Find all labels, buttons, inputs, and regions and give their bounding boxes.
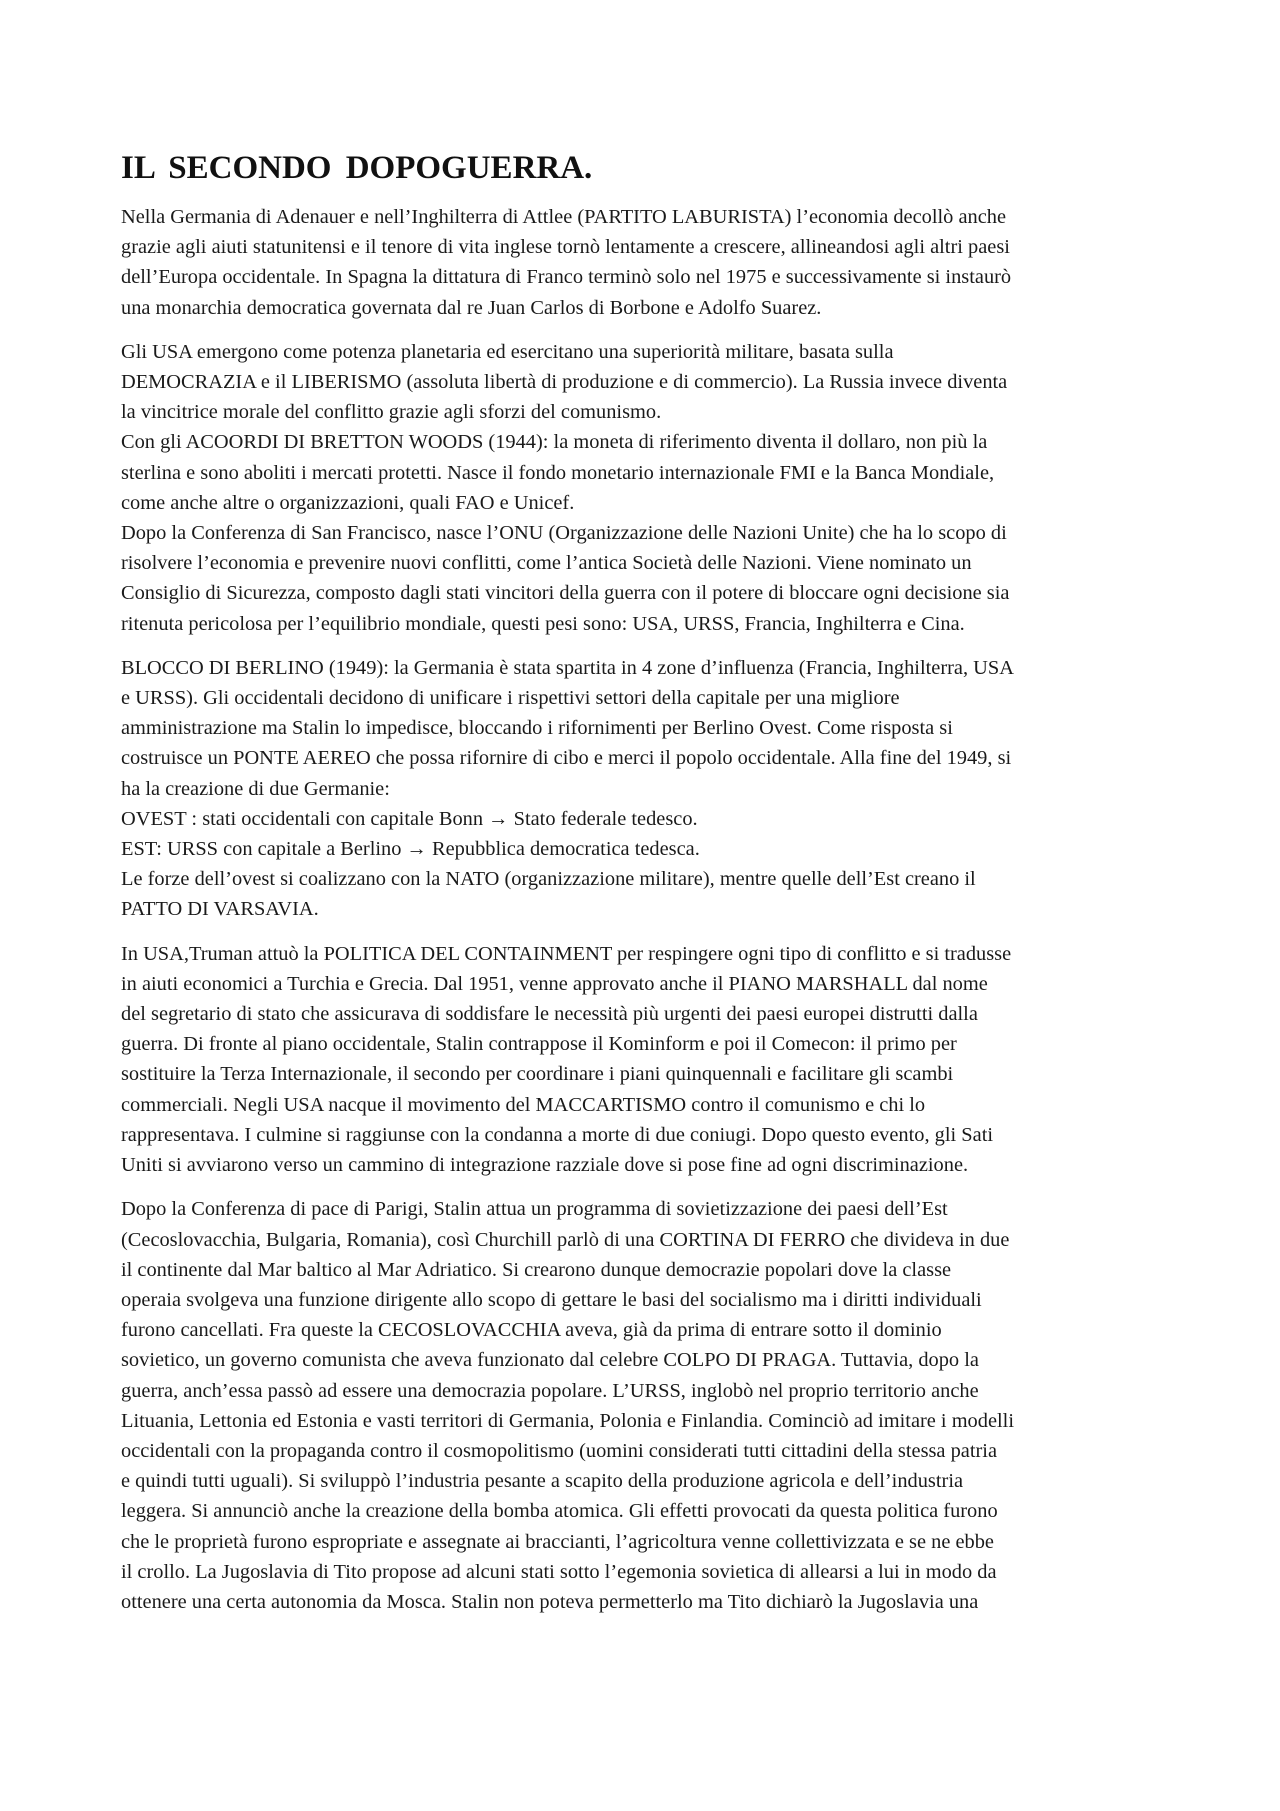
text-line: la vincitrice morale del conflitto grazie agli sforzi del comunismo. xyxy=(121,401,662,424)
text-line: OVEST : stati occidentali con capitale Bonn → Stato federale tedesco. xyxy=(121,807,698,830)
text-line: in aiuti economici a Turchia e Grecia. Dal 1951, venne approvato anche il PIANO MARSHALL dal nome xyxy=(121,972,988,995)
text-line: BLOCCO DI BERLINO (1949): la Germania è stata spartita in 4 zone d’influenza (Francia, Inghilterra, USA xyxy=(121,656,1014,679)
text-line: Gli USA emergono come potenza planetaria ed esercitano una superiorità militare, basata sulla xyxy=(121,340,894,363)
paragraph-3 xyxy=(121,653,1167,925)
text-line: Lituania, Lettonia ed Estonia e vasti territori di Germania, Polonia e Finlandia. Cominciò ad imitare i modelli xyxy=(121,1409,1014,1432)
text-line: come anche altre o organizzazioni, quali FAO e Unicef. xyxy=(121,491,575,514)
text-line: il crollo. La Jugoslavia di Tito propose ad alcuni stati sotto l’egemonia sovietica di allearsi a lui in modo da xyxy=(121,1560,997,1583)
text-line: guerra, anch’essa passò ad essere una democrazia popolare. L’URSS, inglobò nel proprio territorio anche xyxy=(121,1379,979,1402)
text-line: amministrazione ma Stalin lo impedisce, bloccando i rifornimenti per Berlino Ovest. Come risposta si xyxy=(121,717,953,740)
text-line: sostituire la Terza Internazionale, il secondo per coordinare i piani quinquennali e facilitare gli scambi xyxy=(121,1063,954,1086)
text-line: risolvere l’economia e prevenire nuovi conflitti, come l’antica Società delle Nazioni. Viene nominato un xyxy=(121,552,972,575)
text-line: Dopo la Conferenza di pace di Parigi, Stalin attua un programma di sovietizzazione dei paesi dell’Est xyxy=(121,1198,948,1221)
text-line: che le proprietà furono espropriate e assegnate ai braccianti, l’agricoltura venne collettivizzata e se ne ebbe xyxy=(121,1530,994,1553)
text-line: Con gli ACOORDI DI BRETTON WOODS (1944): la moneta di riferimento diventa il dollaro, non più la xyxy=(121,431,988,454)
text-line: DEMOCRAZIA e il LIBERISMO (assoluta libertà di produzione e di commercio). La Russia invece diventa xyxy=(121,371,1008,394)
text-line: Uniti si avviarono verso un cammino di integrazione razziale dove si pose fine ad ogni discriminazione. xyxy=(121,1154,969,1177)
text-line: operaia svolgeva una funzione dirigente allo scopo di gettare le basi del socialismo ma i diritti individuali xyxy=(121,1288,982,1311)
text-line: leggera. Si annunciò anche la creazione della bomba atomica. Gli effetti provocati da questa politica furono xyxy=(121,1500,998,1523)
text-line: sterlina e sono aboliti i mercati protetti. Nasce il fondo monetario internazionale FMI e la Banca Mondiale, xyxy=(121,461,995,484)
text-line: furono cancellati. Fra queste la CECOSLOVACCHIA aveva, già da prima di entrare sotto il dominio xyxy=(121,1319,942,1342)
text-line: guerra. Di fronte al piano occidentale, Stalin contrappose il Kominform e poi il Comecon: il primo per xyxy=(121,1033,957,1056)
text-line: Le forze dell’ovest si coalizzano con la NATO (organizzazione militare), mentre quelle dell’Est creano il xyxy=(121,868,976,891)
text-line: PATTO DI VARSAVIA. xyxy=(121,898,319,921)
text-line: Nella Germania di Adenauer e nell’Inghilterra di Attlee (PARTITO LABURISTA) l’economia decollò anche xyxy=(121,206,1006,228)
text-line: e quindi tutti uguali). Si sviluppò l’industria pesante a scapito della produzione agricola e dell’industria xyxy=(121,1470,964,1493)
text-line: occidentali con la propaganda contro il cosmopolitismo (uomini considerati tutti cittadini della stessa patria xyxy=(121,1439,998,1462)
text-line: Consiglio di Sicurezza, composto dagli stati vincitori della guerra con il potere di bloccare ogni decisione sia xyxy=(121,582,1010,605)
document-body xyxy=(121,148,1167,1631)
paragraph-2 xyxy=(121,337,1167,639)
text-line: il continente dal Mar baltico al Mar Adriatico. Si crearono dunque democrazie popolari dove la classe xyxy=(121,1258,952,1281)
text-line: ritenuta pericolosa per l’equilibrio mondiale, questi pesi sono: USA, URSS, Francia, Inghilterra e Cina. xyxy=(121,612,965,635)
text-line: del segretario di stato che assicurava di soddisfare le necessità più urgenti dei paesi europei distrutti dalla xyxy=(121,1003,978,1026)
text-line: e URSS). Gli occidentali decidono di unificare i rispettivi settori della capitale per una migliore xyxy=(121,687,900,710)
text-line: sovietico, un governo comunista che aveva funzionato dal celebre COLPO DI PRAGA. Tuttavia, dopo la xyxy=(121,1349,979,1372)
text-line: dell’Europa occidentale. In Spagna la dittatura di Franco terminò solo nel 1975 e successivamente si instaurò xyxy=(121,266,1012,289)
text-line: In USA,Truman attuò la POLITICA DEL CONTAINMENT per respingere ogni tipo di conflitto e si tradusse xyxy=(121,942,1012,965)
paragraph-1 xyxy=(121,202,1167,323)
text-line: costruisce un PONTE AEREO che possa rifornire di cibo e merci il popolo occidentale. Alla fine del 1949, si xyxy=(121,747,1012,770)
text-line: Dopo la Conferenza di San Francisco, nasce l’ONU (Organizzazione delle Nazioni Unite) che ha lo scopo di xyxy=(121,522,1007,545)
text-line: EST: URSS con capitale a Berlino → Repubblica democratica tedesca. xyxy=(121,838,700,861)
text-line: una monarchia democratica governata dal re Juan Carlos di Borbone e Adolfo Suarez. xyxy=(121,296,822,319)
text-line: ha la creazione di due Germanie: xyxy=(121,777,390,800)
text-line: rappresentava. I culmine si raggiunse con la condanna a morte di due coniugi. Dopo questo evento, gli Sati xyxy=(121,1123,994,1146)
page-title: IL SECONDO DOPOGUERRA. xyxy=(121,150,593,186)
text-line: ottenere una certa autonomia da Mosca. Stalin non poteva permetterlo ma Tito dichiarò la Jugoslavia una xyxy=(121,1590,979,1613)
paragraph-4 xyxy=(121,939,1167,1181)
paragraph-5 xyxy=(121,1194,1167,1617)
text-line: (Cecoslovacchia, Bulgaria, Romania), così Churchill parlò di una CORTINA DI FERRO che divideva in due xyxy=(121,1228,1010,1251)
text-line: grazie agli aiuti statunitensi e il tenore di vita inglese tornò lentamente a crescere, allineandosi agli altri paesi xyxy=(121,236,1010,259)
text-line: commerciali. Negli USA nacque il movimento del MACCARTISMO contro il comunismo e chi lo xyxy=(121,1093,926,1116)
